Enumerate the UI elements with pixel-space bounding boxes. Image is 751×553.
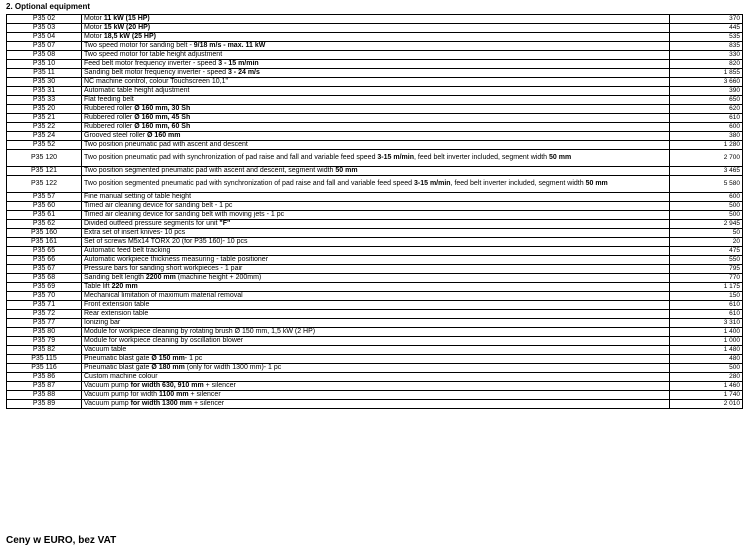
item-code: P35 33 (7, 96, 82, 105)
description-text: Two position pneumatic pad with synchronization of pad raise and fall and variable feed speed (84, 154, 378, 162)
table-row (7, 382, 743, 391)
item-code: P35 122 (7, 176, 82, 193)
item-code: P35 04 (7, 33, 82, 42)
item-description (82, 391, 670, 400)
description-text: Ionizing bar (84, 319, 121, 327)
description-text: Pressure bars for sanding short workpieces - 1 pair (84, 265, 243, 273)
table-row (7, 123, 743, 132)
description-text: Rubbered roller (84, 114, 135, 122)
table-body (7, 15, 743, 409)
description-text: Sanding belt length (84, 274, 146, 282)
description-emphasis: 3-15 m/min (413, 180, 451, 188)
item-price: 150 (670, 292, 743, 301)
item-description (82, 51, 670, 60)
item-code: P35 161 (7, 238, 82, 247)
item-price: 50 (670, 229, 743, 238)
table-row (7, 114, 743, 123)
description-emphasis: 50 mm (585, 180, 608, 188)
description-emphasis: Ø 150 mm (151, 355, 185, 363)
table-row (7, 220, 743, 229)
table-row (7, 51, 743, 60)
table-row (7, 150, 743, 167)
item-price: 3 660 (670, 78, 743, 87)
table-row (7, 96, 743, 105)
description-text: Two position segmented pneumatic pad with synchronization of pad raise and fall and variable feed speed (84, 180, 414, 188)
description-text: Module for workpiece cleaning by rotating brush Ø 150 mm, 1,5 kW (2 HP) (84, 328, 316, 336)
item-code: P35 160 (7, 229, 82, 238)
item-price: 280 (670, 373, 743, 382)
table-row (7, 319, 743, 328)
item-code: P35 52 (7, 141, 82, 150)
item-description (82, 319, 670, 328)
description-text: Pneumatic blast gate (84, 355, 152, 363)
item-description (82, 141, 670, 150)
description-text: - 1 pc (184, 355, 203, 363)
item-description (82, 337, 670, 346)
description-emphasis: 3-15 m/min (377, 154, 414, 162)
description-text: Custom machine colour (84, 373, 158, 381)
item-description (82, 328, 670, 337)
item-description (82, 69, 670, 78)
item-description (82, 60, 670, 69)
item-description (82, 400, 670, 409)
item-description (82, 283, 670, 292)
description-text: Automatic workpiece thickness measuring - table positioner (84, 256, 269, 264)
item-description (82, 238, 670, 247)
table-row (7, 176, 743, 193)
item-description (82, 15, 670, 24)
item-price: 330 (670, 51, 743, 60)
description-text: Table lift (84, 283, 112, 291)
table-row (7, 211, 743, 220)
item-description (82, 42, 670, 51)
table-row (7, 238, 743, 247)
table-row (7, 346, 743, 355)
item-description (82, 310, 670, 319)
description-emphasis: 9/18 m/s - max. 11 kW (193, 42, 266, 50)
item-code: P35 69 (7, 283, 82, 292)
item-description (82, 355, 670, 364)
description-text: Flat feeding belt (84, 96, 134, 104)
description-text: Two position segmented pneumatic pad with ascent and descent, segment width (84, 167, 336, 175)
item-code: P35 62 (7, 220, 82, 229)
item-description (82, 373, 670, 382)
item-code: P35 89 (7, 400, 82, 409)
table-row (7, 247, 743, 256)
item-code: P35 80 (7, 328, 82, 337)
item-price: 650 (670, 96, 743, 105)
description-text: + silencer (203, 382, 236, 390)
item-price: 2 945 (670, 220, 743, 229)
table-row (7, 15, 743, 24)
description-text: Grooved steel roller (84, 132, 148, 140)
item-code: P35 68 (7, 274, 82, 283)
item-code: P35 70 (7, 292, 82, 301)
item-price: 610 (670, 310, 743, 319)
item-description (82, 382, 670, 391)
item-code: P35 121 (7, 167, 82, 176)
table-row (7, 265, 743, 274)
item-description (82, 220, 670, 229)
description-text: Rear extension table (84, 310, 149, 318)
description-text: Fine manual setting of table height (84, 193, 192, 201)
item-code: P35 57 (7, 193, 82, 202)
item-price: 5 580 (670, 176, 743, 193)
item-code: P35 67 (7, 265, 82, 274)
description-text: Timed air cleaning device for sanding belt with moving jets - 1 pc (84, 211, 285, 219)
item-price: 1 000 (670, 337, 743, 346)
item-description (82, 114, 670, 123)
item-description (82, 202, 670, 211)
item-code: P35 11 (7, 69, 82, 78)
item-price: 835 (670, 42, 743, 51)
table-row (7, 229, 743, 238)
description-emphasis: 50 mm (549, 154, 572, 162)
item-description (82, 33, 670, 42)
description-emphasis: 1100 mm (158, 391, 189, 399)
item-code: P35 22 (7, 123, 82, 132)
table-row (7, 292, 743, 301)
description-emphasis: Ø 160 mm, 45 Sh (134, 114, 191, 122)
item-price: 550 (670, 256, 743, 265)
description-text: + silencer (188, 391, 221, 399)
item-code: P35 86 (7, 373, 82, 382)
item-description (82, 346, 670, 355)
description-text: Vacuum pump (84, 382, 131, 390)
item-code: P35 82 (7, 346, 82, 355)
item-code: P35 21 (7, 114, 82, 123)
table-row (7, 337, 743, 346)
item-code: P35 87 (7, 382, 82, 391)
description-text: Automatic table height adjustment (84, 87, 190, 95)
item-description (82, 256, 670, 265)
description-emphasis: 15 kW (20 HP) (103, 24, 151, 32)
table-row (7, 202, 743, 211)
item-price: 20 (670, 238, 743, 247)
item-price: 480 (670, 355, 743, 364)
item-code: P35 10 (7, 60, 82, 69)
item-code: P35 20 (7, 105, 82, 114)
item-code: P35 65 (7, 247, 82, 256)
table-row (7, 42, 743, 51)
item-description (82, 123, 670, 132)
description-text: Rubbered roller (84, 105, 135, 113)
description-text: Front extension table (84, 301, 150, 309)
description-emphasis: 3 - 15 m/min (218, 60, 259, 68)
item-description (82, 132, 670, 141)
item-description (82, 87, 670, 96)
table-row (7, 328, 743, 337)
description-text: Vacuum pump (84, 400, 131, 408)
table-row (7, 78, 743, 87)
description-text: Divided outfeed pressure segments for unit (84, 220, 220, 228)
table-row (7, 310, 743, 319)
table-row (7, 141, 743, 150)
item-description (82, 247, 670, 256)
item-code: P35 60 (7, 202, 82, 211)
description-text: Set of screws M5x14 TORX 20 (for P35 160)- 10 pcs (84, 238, 248, 246)
item-price: 820 (670, 60, 743, 69)
item-price: 610 (670, 301, 743, 310)
table-row (7, 400, 743, 409)
description-text: Vacuum table (84, 346, 127, 354)
item-price: 1 175 (670, 283, 743, 292)
description-emphasis: Ø 160 mm, 60 Sh (134, 123, 191, 131)
description-emphasis: for width 1300 mm (130, 400, 193, 408)
item-price: 1 400 (670, 328, 743, 337)
item-price: 475 (670, 247, 743, 256)
description-text: Two speed motor for table height adjustment (84, 51, 223, 59)
description-text: Extra set of insert knives- 10 pcs (84, 229, 186, 237)
item-code: P35 72 (7, 310, 82, 319)
table-row (7, 364, 743, 373)
description-emphasis: "F" (219, 220, 231, 228)
item-code: P35 71 (7, 301, 82, 310)
item-price: 1 460 (670, 382, 743, 391)
table-row (7, 193, 743, 202)
description-emphasis: 3 - 24 m/s (227, 69, 260, 77)
table-row (7, 132, 743, 141)
item-price: 500 (670, 202, 743, 211)
footer-note: Ceny w EURO, bez VAT (6, 535, 117, 546)
item-code: P35 30 (7, 78, 82, 87)
item-price: 770 (670, 274, 743, 283)
description-text: Motor (84, 33, 104, 41)
section-title: 2. Optional equipment (6, 2, 91, 11)
description-text: Two speed motor for sanding belt - (84, 42, 194, 50)
description-emphasis: for width 630, 910 mm (130, 382, 204, 390)
table-row (7, 283, 743, 292)
item-price: 2 010 (670, 400, 743, 409)
item-description (82, 229, 670, 238)
item-description (82, 211, 670, 220)
item-description (82, 364, 670, 373)
item-description (82, 78, 670, 87)
item-code: P35 03 (7, 24, 82, 33)
description-emphasis: 18,5 kW (25 HP) (103, 33, 156, 41)
item-price: 3 310 (670, 319, 743, 328)
table-row (7, 60, 743, 69)
item-price: 620 (670, 105, 743, 114)
table-row (7, 87, 743, 96)
item-price: 535 (670, 33, 743, 42)
item-description (82, 176, 670, 193)
description-text: Two position pneumatic pad with ascent and descent (84, 141, 248, 149)
item-price: 1 480 (670, 346, 743, 355)
item-price: 445 (670, 24, 743, 33)
item-price: 500 (670, 364, 743, 373)
item-code: P35 77 (7, 319, 82, 328)
item-price: 2 700 (670, 150, 743, 167)
description-emphasis: 2200 mm (145, 274, 176, 282)
table-row (7, 105, 743, 114)
description-text: Motor (84, 24, 104, 32)
description-emphasis: Ø 180 mm (151, 364, 185, 372)
description-emphasis: 11 kW (15 HP) (103, 15, 150, 23)
table-row (7, 274, 743, 283)
item-price: 3 465 (670, 167, 743, 176)
item-price: 1 740 (670, 391, 743, 400)
item-description (82, 292, 670, 301)
table-row (7, 167, 743, 176)
item-price: 380 (670, 132, 743, 141)
item-code: P35 07 (7, 42, 82, 51)
item-price: 600 (670, 193, 743, 202)
item-price: 1 280 (670, 141, 743, 150)
item-price: 795 (670, 265, 743, 274)
description-text: (machine height + 200mm) (175, 274, 262, 282)
table-row (7, 69, 743, 78)
description-text: Sanding belt motor frequency inverter - speed (84, 69, 228, 77)
table-row (7, 355, 743, 364)
optional-equipment-table (6, 14, 743, 409)
table-row (7, 24, 743, 33)
item-description (82, 167, 670, 176)
description-text: Module for workpiece cleaning by oscillation blower (84, 337, 244, 345)
description-text: Feed belt motor frequency inverter - speed (84, 60, 219, 68)
description-text: (only for width 1300 mm)- 1 pc (184, 364, 282, 372)
item-code: P35 116 (7, 364, 82, 373)
item-price: 1 855 (670, 69, 743, 78)
item-code: P35 120 (7, 150, 82, 167)
item-code: P35 61 (7, 211, 82, 220)
description-emphasis: 220 mm (111, 283, 138, 291)
item-description (82, 265, 670, 274)
item-code: P35 31 (7, 87, 82, 96)
description-text: NC machine control, colour Touchscreen 10,1" (84, 78, 228, 86)
description-text: , feed belt inverter included, segment width (413, 154, 550, 162)
item-description (82, 193, 670, 202)
item-description (82, 301, 670, 310)
item-code: P35 02 (7, 15, 82, 24)
table-row (7, 33, 743, 42)
table-row (7, 391, 743, 400)
item-description (82, 24, 670, 33)
item-description (82, 105, 670, 114)
table-row (7, 373, 743, 382)
item-code: P35 88 (7, 391, 82, 400)
description-text: Automatic feed belt tracking (84, 247, 171, 255)
item-description (82, 274, 670, 283)
item-code: P35 79 (7, 337, 82, 346)
item-price: 500 (670, 211, 743, 220)
item-price: 610 (670, 114, 743, 123)
description-text: Motor (84, 15, 104, 23)
item-code: P35 115 (7, 355, 82, 364)
item-description (82, 96, 670, 105)
description-text: Timed air cleaning device for sanding belt - 1 pc (84, 202, 233, 210)
description-text: Vacuum pump for width (84, 391, 159, 399)
description-text: + silencer (192, 400, 225, 408)
item-price: 600 (670, 123, 743, 132)
description-text: Pneumatic blast gate (84, 364, 152, 372)
description-text: Rubbered roller (84, 123, 135, 131)
item-code: P35 66 (7, 256, 82, 265)
description-text: Mechanical limitation of maximum material removal (84, 292, 243, 300)
description-emphasis: Ø 160 mm (147, 132, 181, 140)
item-price: 390 (670, 87, 743, 96)
table-row (7, 301, 743, 310)
item-code: P35 24 (7, 132, 82, 141)
table-row (7, 256, 743, 265)
item-description (82, 150, 670, 167)
item-price: 370 (670, 15, 743, 24)
description-text: , feed belt inverter included, segment width (450, 180, 586, 188)
description-emphasis: 50 mm (335, 167, 358, 175)
item-code: P35 08 (7, 51, 82, 60)
description-emphasis: Ø 160 mm, 30 Sh (134, 105, 191, 113)
